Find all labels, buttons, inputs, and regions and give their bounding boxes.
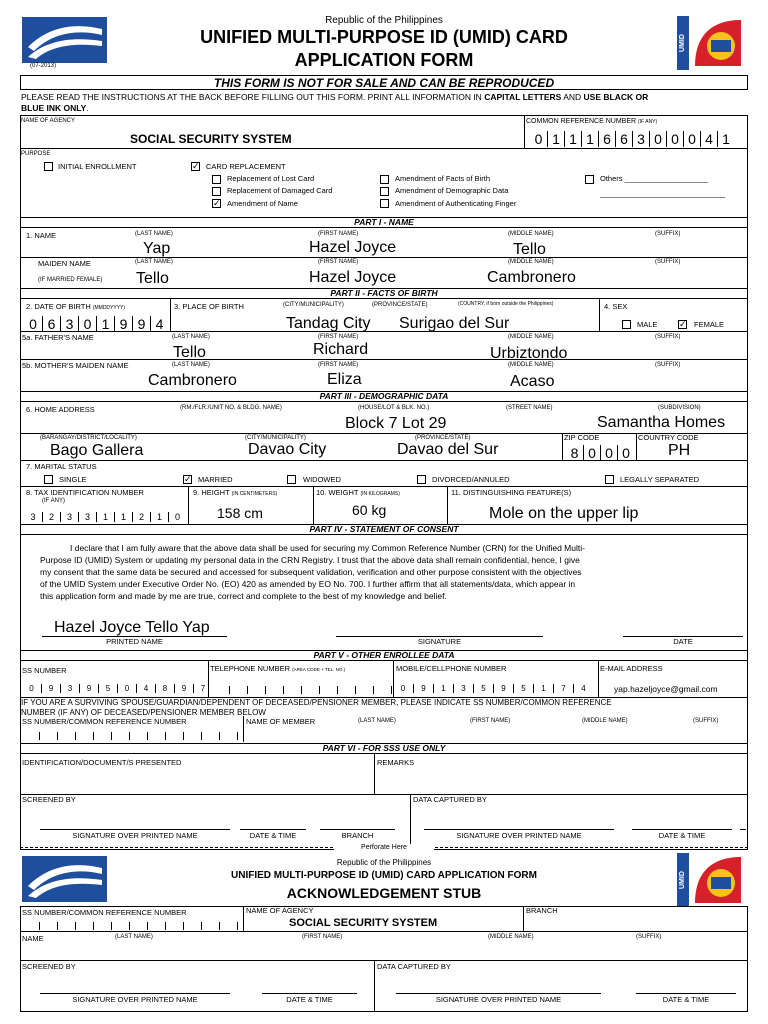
consent-line-5: this application form and made by me are true, correct and complete to the best of my knowledge and belief. bbox=[40, 591, 447, 601]
father-first-hint: (FIRST NAME) bbox=[318, 334, 359, 340]
others-label: Others ____________________ bbox=[600, 174, 709, 183]
umid-vertical-label-stub: UMID bbox=[677, 853, 689, 907]
member-first-hint: (FIRST NAME) bbox=[470, 718, 511, 724]
subdivision-value[interactable]: Samantha Homes bbox=[597, 414, 726, 431]
house-hint: (HOUSE/LOT & BLK. NO.) bbox=[358, 405, 430, 411]
spouse-note-line2: NUMBER (IF ANY) OF DECEASED/PENSIONER MEMBER BELOW bbox=[21, 708, 266, 717]
mobile-label: MOBILE/CELLPHONE NUMBER bbox=[396, 664, 507, 673]
mother-suffix-hint: (SUFFIX) bbox=[655, 362, 681, 368]
tin-label: 8. TAX IDENTIFICATION NUMBER bbox=[26, 488, 144, 497]
first-name-value[interactable]: Hazel Joyce bbox=[309, 239, 397, 256]
consent-line-3: my consent that the same data be secured and accessed for subsequent validation, verification and other purpose consistent with the objectives bbox=[40, 567, 582, 577]
middle-name-value[interactable]: Tello bbox=[513, 241, 546, 258]
stub-republic: Republic of the Philippines bbox=[336, 858, 432, 867]
instructions: PLEASE READ THE INSTRUCTIONS AT THE BACK BEFORE FILLING OUT THIS FORM. PRINT ALL INFORMATION IN CAPITAL LETTERS AND USE BLACK OR bbox=[21, 92, 649, 102]
province-value[interactable]: Davao del Sur bbox=[397, 441, 499, 458]
id-presented-label: IDENTIFICATION/DOCUMENT/S PRESENTED bbox=[22, 758, 182, 767]
middle-name-hint: (MIDDLE NAME) bbox=[508, 231, 554, 237]
single-checkbox[interactable] bbox=[44, 475, 53, 484]
height-label: 9. HEIGHT (IN CENTIMETERS) bbox=[193, 488, 278, 497]
damaged-card-label: Replacement of Damaged Card bbox=[227, 186, 333, 195]
member-name-label: NAME OF MEMBER bbox=[246, 717, 316, 726]
female-label: FEMALE bbox=[694, 320, 725, 329]
stub-datetime-label-2: DATE & TIME bbox=[662, 995, 710, 1004]
dob-digits[interactable]: 0 6 3 0 1 9 9 4 bbox=[24, 316, 168, 332]
member-suffix-hint: (SUFFIX) bbox=[693, 718, 719, 724]
amend-demo-label: Amendment of Demographic Data bbox=[395, 186, 509, 195]
card-replacement-label: CARD REPLACEMENT bbox=[206, 162, 286, 171]
pob-label: 3. PLACE OF BIRTH bbox=[174, 302, 244, 311]
widowed-label: WIDOWED bbox=[303, 475, 341, 484]
stub-agency-label: NAME OF AGENCY bbox=[246, 906, 314, 915]
amend-birth-label: Amendment of Facts of Birth bbox=[395, 174, 491, 183]
amend-finger-checkbox[interactable] bbox=[380, 199, 389, 208]
maiden-middle-value[interactable]: Cambronero bbox=[487, 269, 576, 286]
others-checkbox[interactable] bbox=[585, 175, 594, 184]
umid-emblem-icon bbox=[691, 16, 745, 70]
sig-label-2: SIGNATURE OVER PRINTED NAME bbox=[456, 831, 582, 840]
divorced-label: DIVORCED/ANNULED bbox=[432, 475, 510, 484]
weight-value[interactable]: 60 kg bbox=[352, 502, 387, 518]
sex-label: 4. SEX bbox=[604, 302, 628, 311]
member-middle-hint: (MIDDLE NAME) bbox=[582, 718, 628, 724]
sig-label-1: SIGNATURE OVER PRINTED NAME bbox=[72, 831, 198, 840]
pob-prov-value[interactable]: Surigao del Sur bbox=[399, 315, 510, 332]
stub-last-hint: (LAST NAME) bbox=[115, 934, 153, 940]
stub-sscrn-boxes[interactable] bbox=[22, 922, 238, 930]
instructions-line2: BLUE INK ONLY. bbox=[21, 103, 89, 113]
stub-name-label: NAME bbox=[22, 934, 44, 943]
maiden-last-hint: (LAST NAME) bbox=[135, 259, 173, 265]
if-married-hint: (IF MARRIED FEMALE) bbox=[38, 277, 103, 283]
part4-title: PART IV - STATEMENT OF CONSENT bbox=[20, 524, 748, 535]
marital-status-label: 7. MARITAL STATUS bbox=[26, 462, 97, 471]
stub-ack-title: ACKNOWLEDGEMENT STUB bbox=[286, 885, 482, 901]
remarks-label: REMARKS bbox=[377, 758, 415, 767]
stub-branch-label: BRANCH bbox=[526, 906, 558, 915]
weight-label: 10. WEIGHT (IN KILOGRAMS) bbox=[316, 488, 400, 497]
umid-logo bbox=[677, 16, 745, 70]
amend-demo-checkbox[interactable] bbox=[380, 187, 389, 196]
stub-screened-label: SCREENED BY bbox=[22, 962, 76, 971]
maiden-name-label: MAIDEN NAME bbox=[38, 259, 91, 268]
stub-middle-hint: (MIDDLE NAME) bbox=[488, 934, 534, 940]
tin-digits[interactable]: 3 2 3 3 1 1 2 1 0 bbox=[24, 512, 186, 522]
data-captured-label: DATA CAPTURED BY bbox=[413, 795, 487, 804]
maiden-middle-hint: (MIDDLE NAME) bbox=[508, 259, 554, 265]
card-replacement-checkbox[interactable]: ✓ bbox=[192, 161, 200, 171]
maiden-first-value[interactable]: Hazel Joyce bbox=[309, 269, 397, 286]
form-code: (07-2013) bbox=[30, 63, 57, 69]
stub-title: UNIFIED MULTI-PURPOSE ID (UMID) CARD APPLICATION FORM bbox=[231, 870, 537, 881]
spouse-note-line1: IF YOU ARE A SURVIVING SPOUSE/GUARDIAN/DEPENDENT OF DECEASED/PENSIONER MEMBER, PLEASE INDICATE SS NUMBER/COMMON REFERENCE bbox=[21, 698, 612, 707]
widowed-checkbox[interactable] bbox=[287, 475, 296, 484]
father-suffix-hint: (SUFFIX) bbox=[655, 334, 681, 340]
pob-city-value[interactable]: Tandag City bbox=[286, 315, 371, 332]
consent-line-4: of the UMID System under Executive Order No. (EO) 420 as amended by EO No. 700. I further affirm that all statements/data, which appear in bbox=[40, 579, 576, 589]
email-value[interactable]: yap.hazeljoyce@gmail.com bbox=[614, 684, 718, 694]
part2-title: PART II - FACTS OF BIRTH bbox=[20, 288, 748, 299]
part3-title: PART III - DEMOGRAPHIC DATA bbox=[20, 391, 748, 402]
feature-value[interactable]: Mole on the upper lip bbox=[489, 505, 639, 522]
single-label: SINGLE bbox=[59, 475, 87, 484]
mother-middle-hint: (MIDDLE NAME) bbox=[508, 362, 554, 368]
male-checkbox[interactable] bbox=[622, 320, 631, 329]
datetime-label-1: DATE & TIME bbox=[249, 831, 297, 840]
country-code-label: COUNTRY CODE bbox=[638, 433, 699, 442]
height-value[interactable]: 158 cm bbox=[217, 505, 263, 521]
brgy-hint: (BARANGAY/DISTRICT/LOCALITY) bbox=[40, 435, 137, 441]
stub-agency-value: SOCIAL SECURITY SYSTEM bbox=[289, 917, 438, 929]
subdivision-hint: (SUBDIVISION) bbox=[658, 405, 701, 411]
printed-name-label: PRINTED NAME bbox=[106, 637, 163, 646]
mother-first-value[interactable]: Eliza bbox=[327, 371, 362, 388]
street-hint: (STREET NAME) bbox=[506, 405, 553, 411]
father-label: 5a. FATHER'S NAME bbox=[22, 333, 94, 342]
tin-hint: (IF ANY) bbox=[42, 498, 66, 504]
part5-title: PART V - OTHER ENROLLEE DATA bbox=[20, 650, 748, 661]
father-middle-hint: (MIDDLE NAME) bbox=[508, 334, 554, 340]
others-line: ______________________________ bbox=[600, 189, 726, 198]
amend-finger-label: Amendment of Authenticating Finger bbox=[395, 199, 517, 208]
father-last-hint: (LAST NAME) bbox=[172, 334, 210, 340]
maiden-first-hint: (FIRST NAME) bbox=[318, 259, 359, 265]
form-title: UNIFIED MULTI-PURPOSE ID (UMID) CARD bbox=[200, 27, 568, 47]
purpose-label: PURPOSE bbox=[21, 151, 51, 157]
first-name-hint: (FIRST NAME) bbox=[318, 231, 359, 237]
divorced-checkbox[interactable] bbox=[417, 475, 426, 484]
male-label: MALE bbox=[637, 320, 658, 329]
house-value[interactable]: Block 7 Lot 29 bbox=[345, 415, 447, 432]
consent-line-1: I declare that I am fully aware that the above data shall be used for securing my Common Reference Number (CRN) for the Unified Multi- bbox=[70, 543, 585, 553]
father-middle-value[interactable]: Urbiztondo bbox=[490, 345, 568, 362]
pob-country-hint: (COUNTRY, if born outside the Philippines) bbox=[458, 301, 554, 307]
member-last-hint: (LAST NAME) bbox=[358, 718, 396, 724]
pob-prov-hint: (PROVINCE/STATE) bbox=[372, 302, 428, 308]
city-hint: (CITY/MUNICIPALITY) bbox=[245, 435, 306, 441]
name-label: 1. NAME bbox=[26, 231, 57, 240]
agency-label: NAME OF AGENCY bbox=[21, 118, 76, 124]
lost-card-label: Replacement of Lost Card bbox=[227, 174, 315, 183]
unit-hint: (RM./FLR./UNIT NO. & BLDG. NAME) bbox=[180, 405, 282, 411]
part1-title: PART I - NAME bbox=[20, 217, 748, 228]
sscrn-label: SS NUMBER/COMMON REFERENCE NUMBER bbox=[22, 717, 187, 726]
telephone-label: TELEPHONE NUMBER (AREA CODE + TEL. NO.) bbox=[210, 664, 346, 673]
stub-captured-label: DATA CAPTURED BY bbox=[377, 962, 451, 971]
stub-sig-label-1: SIGNATURE OVER PRINTED NAME bbox=[72, 995, 198, 1004]
amend-birth-checkbox[interactable] bbox=[380, 175, 389, 184]
home-address-label: 6. HOME ADDRESS bbox=[26, 405, 95, 414]
female-checkbox[interactable]: ✓ bbox=[679, 319, 687, 329]
mother-middle-value[interactable]: Acaso bbox=[510, 373, 555, 390]
initial-enrollment-checkbox[interactable] bbox=[44, 162, 53, 171]
married-label: MARRIED bbox=[198, 475, 233, 484]
umid-vertical-label: UMID bbox=[677, 16, 689, 70]
last-name-hint: (LAST NAME) bbox=[135, 231, 173, 237]
distinguishing-label: 11. DISTINGUISHING FEATURE(S) bbox=[451, 488, 572, 497]
initial-enrollment-label: INITIAL ENROLLMENT bbox=[58, 162, 137, 171]
mother-first-hint: (FIRST NAME) bbox=[318, 362, 359, 368]
separated-label: LEGALLY SEPARATED bbox=[620, 475, 700, 484]
perforate-label: Perforate Here bbox=[334, 844, 434, 851]
mother-label: 5b. MOTHER'S MAIDEN NAME bbox=[22, 361, 129, 370]
crn-label: COMMON REFERENCE NUMBER (IF ANY) bbox=[526, 118, 658, 125]
screened-by-label: SCREENED BY bbox=[22, 795, 76, 804]
zip-label: ZIP CODE bbox=[564, 433, 600, 442]
branch-label-1: BRANCH bbox=[341, 831, 374, 840]
province-hint: (PROVINCE/STATE) bbox=[415, 435, 471, 441]
mother-last-hint: (LAST NAME) bbox=[172, 362, 210, 368]
ss-number-label: SS NUMBER bbox=[22, 666, 67, 675]
consent-line-2: Purpose ID (UMID) System or updating my personal data in the CRN Registry. I trust that the above data shall remain confidential, hence, I give bbox=[40, 555, 580, 565]
agency-value: SOCIAL SECURITY SYSTEM bbox=[130, 132, 292, 146]
datetime-label-2: DATE & TIME bbox=[658, 831, 706, 840]
dob-label: 2. DATE OF BIRTH (MMDDYYYY) bbox=[26, 302, 126, 311]
mother-last-value[interactable]: Cambronero bbox=[148, 372, 237, 389]
maiden-last-value[interactable]: Tello bbox=[136, 270, 169, 287]
mobile-digits[interactable]: 0 9 1 3 5 9 5 1 7 4 bbox=[393, 684, 593, 693]
married-checkbox[interactable]: ✓ bbox=[184, 474, 192, 484]
printed-name-value[interactable]: Hazel Joyce Tello Yap bbox=[54, 619, 210, 636]
amend-name-label: Amendment of Name bbox=[227, 199, 298, 208]
notice-text: THIS FORM IS NOT FOR SALE AND CAN BE REPRODUCED bbox=[213, 76, 555, 90]
telephone-boxes[interactable] bbox=[212, 686, 392, 694]
signature-label: SIGNATURE bbox=[417, 637, 462, 646]
stub-first-hint: (FIRST NAME) bbox=[302, 934, 343, 940]
republic-text: Republic of the Philippines bbox=[325, 15, 443, 26]
pob-city-hint: (CITY/MUNICIPALITY) bbox=[283, 302, 344, 308]
form-subtitle: APPLICATION FORM bbox=[294, 50, 474, 70]
stub-datetime-label-1: DATE & TIME bbox=[286, 995, 333, 1004]
maiden-suffix-hint: (SUFFIX) bbox=[655, 259, 681, 265]
part6-title: PART VI - FOR SSS USE ONLY bbox=[20, 743, 748, 754]
date-label: DATE bbox=[673, 637, 693, 646]
city-value[interactable]: Davao City bbox=[248, 441, 327, 458]
stub-sscrn-label: SS NUMBER/COMMON REFERENCE NUMBER bbox=[22, 908, 187, 917]
father-first-value[interactable]: Richard bbox=[313, 341, 369, 358]
last-name-value[interactable]: Yap bbox=[143, 240, 171, 257]
country-code-value[interactable]: PH bbox=[668, 442, 691, 459]
ss-number-digits[interactable]: 0 9 3 9 5 0 4 8 9 7 bbox=[22, 684, 212, 693]
stub-suffix-hint: (SUFFIX) bbox=[636, 934, 662, 940]
stub-sig-label-2: SIGNATURE OVER PRINTED NAME bbox=[435, 995, 562, 1004]
separated-checkbox[interactable] bbox=[605, 475, 614, 484]
amend-name-checkbox[interactable]: ✓ bbox=[213, 198, 221, 208]
zip-digits[interactable]: 8 0 0 0 bbox=[566, 445, 634, 461]
sscrn-boxes[interactable] bbox=[22, 732, 238, 740]
lost-card-checkbox[interactable] bbox=[212, 175, 221, 184]
father-last-value[interactable]: Tello bbox=[173, 344, 206, 361]
crn-digits[interactable]: 0 1 1 1 6 6 3 0 0 0 4 1 bbox=[530, 131, 734, 147]
barangay-value[interactable]: Bago Gallera bbox=[50, 442, 144, 459]
suffix-hint: (SUFFIX) bbox=[655, 231, 681, 237]
email-label: E-MAIL ADDRESS bbox=[600, 664, 663, 673]
damaged-card-checkbox[interactable] bbox=[212, 187, 221, 196]
